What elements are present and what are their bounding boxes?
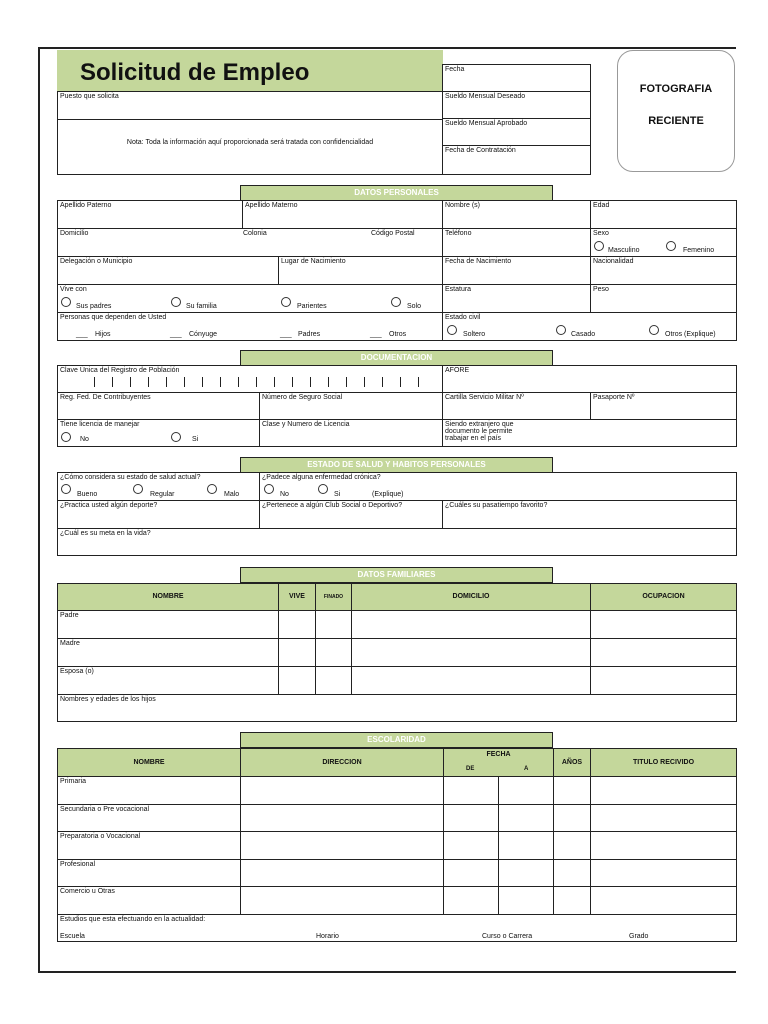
cronica-field [259, 472, 737, 501]
curp-tick [184, 377, 185, 387]
vive-con-field [57, 284, 443, 313]
curp-tick [112, 377, 113, 387]
profesional-label: Profesional [60, 861, 96, 868]
masculino-label: Masculino [608, 247, 640, 254]
primaria-label: Primaria [60, 778, 87, 785]
esc-comercio-nombre[interactable] [57, 886, 241, 915]
esc-preparatoria-nombre[interactable] [57, 831, 241, 860]
photo-label-2: RECIENTE [648, 115, 704, 127]
curp-tick [94, 377, 95, 387]
pasatiempo-field[interactable] [442, 500, 737, 529]
page-border-bottom [38, 971, 736, 973]
extranjero-label-2: documento le permite [445, 428, 513, 435]
deporte-field[interactable] [57, 500, 260, 529]
cartilla-label: Cartilla Servicio Militar Nº [445, 394, 524, 401]
hijos-label: Hijos [95, 331, 111, 338]
esc-preparatoria-anos[interactable] [553, 831, 591, 860]
nss-label: Número de Seguro Social [262, 394, 343, 401]
codigo-postal-label: Código Postal [371, 230, 415, 237]
radio-sus-padres[interactable] [61, 297, 71, 307]
esc-col-anos: AÑOS [553, 748, 591, 777]
rfc-label: Reg. Fed. De Contribuyentes [60, 394, 151, 401]
sus-padres-label: Sus padres [76, 303, 112, 310]
fam-esposa-nombre[interactable] [57, 666, 279, 695]
radio-parientes[interactable] [281, 297, 291, 307]
radio-cronica-si[interactable] [318, 484, 328, 494]
nota-box [57, 119, 443, 175]
esc-col-a: A [524, 766, 529, 772]
sueldo-aprobado-field[interactable] [442, 118, 591, 146]
radio-casado[interactable] [556, 325, 566, 335]
edad-field[interactable] [590, 200, 737, 229]
otros-dash: ___ [370, 331, 382, 338]
curp-tick [166, 377, 167, 387]
nacionalidad-field[interactable] [590, 256, 737, 285]
radio-solo[interactable] [391, 297, 401, 307]
peso-label: Peso [593, 286, 609, 293]
curp-tick [310, 377, 311, 387]
fecha-label: Fecha [445, 66, 465, 73]
licencia-label: Tiene licencia de manejar [60, 421, 140, 428]
esc-secundaria-de[interactable] [443, 804, 499, 832]
esc-comercio-a[interactable] [498, 886, 554, 915]
sueldo-deseado-field[interactable] [442, 91, 591, 119]
explique-label: (Explique) [372, 491, 404, 498]
escuela-label: Escuela [60, 933, 85, 940]
curso-label: Curso o Carrera [482, 933, 533, 940]
radio-bueno[interactable] [61, 484, 71, 494]
meta-question: ¿Cuál es su meta en la vida? [60, 530, 151, 537]
domicilio-label: Domicilio [60, 230, 89, 237]
hijos-dash: ___ [76, 331, 88, 338]
esc-col-nombre: NOMBRE [57, 748, 241, 777]
esc-profesional-nombre[interactable] [57, 859, 241, 887]
esc-primaria-direccion[interactable] [240, 776, 444, 805]
pasatiempo-question: ¿Cuáles su pasatiempo favorito? [445, 502, 548, 509]
page-border-left [38, 47, 40, 973]
fam-madre-ocupacion[interactable] [590, 638, 737, 667]
photo-box[interactable] [617, 50, 735, 172]
madre-label: Madre [60, 640, 80, 647]
esc-secundaria-nombre[interactable] [57, 804, 241, 832]
estado-civil-label: Estado civil [445, 314, 481, 321]
esc-secundaria-a[interactable] [498, 804, 554, 832]
estado-civil-field [442, 312, 737, 341]
esc-profesional-a[interactable] [498, 859, 554, 887]
fam-col-finado: FINADO [315, 583, 352, 611]
horario-label: Horario [316, 933, 339, 940]
dependientes-field [57, 312, 443, 341]
grado-label: Grado [629, 933, 649, 940]
estado-salud-field [57, 472, 260, 501]
esc-comercio-titulo[interactable] [590, 886, 737, 915]
fecha-contratacion-label: Fecha de Contratación [445, 147, 516, 154]
curp-field[interactable] [57, 365, 443, 393]
delegacion-label: Delegación o Municipio [60, 258, 133, 265]
esc-col-titulo: TITULO RECIVIDO [590, 748, 737, 777]
sueldo-deseado-label: Sueldo Mensual Deseado [445, 93, 526, 100]
radio-cronica-no[interactable] [264, 484, 274, 494]
fecha-contratacion-field[interactable] [442, 145, 591, 175]
su-familia-label: Su familia [186, 303, 217, 310]
estudios-actuales-label: Estudios que esta efectuando en la actualidad: [60, 916, 206, 923]
delegacion-field[interactable] [57, 256, 279, 285]
casado-label: Casado [571, 331, 596, 338]
page-title: Solicitud de Empleo [80, 59, 310, 86]
radio-femenino[interactable] [666, 241, 676, 251]
vive-con-label: Vive con [60, 286, 87, 293]
esc-secundaria-direccion[interactable] [240, 804, 444, 832]
fam-madre-domicilio[interactable] [351, 638, 591, 667]
fam-esposa-vive[interactable] [278, 666, 316, 695]
solo-label: Solo [407, 303, 422, 310]
fecha-field[interactable] [442, 64, 591, 92]
padres-label: Padres [298, 331, 321, 338]
esc-primaria-titulo[interactable] [590, 776, 737, 805]
padres-dash: ___ [280, 331, 292, 338]
fam-padre-finado[interactable] [315, 610, 352, 639]
section-documentacion: DOCUMENTACION [240, 350, 553, 366]
afore-field[interactable] [442, 365, 737, 393]
curp-tick [238, 377, 239, 387]
curp-tick [256, 377, 257, 387]
extranjero-label-3: trabajar en el país [445, 435, 502, 442]
esc-primaria-nombre[interactable] [57, 776, 241, 805]
puesto-field[interactable] [57, 91, 443, 120]
esc-preparatoria-direccion[interactable] [240, 831, 444, 860]
fam-col-vive: VIVE [278, 583, 316, 611]
curp-tick [202, 377, 203, 387]
section-datos-personales: DATOS PERSONALES [240, 185, 553, 201]
esc-primaria-a[interactable] [498, 776, 554, 805]
sexo-field [590, 228, 737, 257]
lugar-nacimiento-field[interactable] [278, 256, 443, 285]
deporte-question: ¿Practica usted algún deporte? [60, 502, 158, 509]
curp-label: Clave Única del Registro de Población [60, 367, 180, 374]
fam-esposa-ocupacion[interactable] [590, 666, 737, 695]
otros-explique-label: Otros (Explique) [665, 331, 716, 338]
licencia-no-label: No [80, 436, 89, 443]
fecha-nacimiento-label: Fecha de Nacimiento [445, 258, 512, 265]
meta-field[interactable] [57, 528, 737, 556]
pasaporte-field[interactable] [590, 392, 737, 420]
esc-comercio-direccion[interactable] [240, 886, 444, 915]
photo-label-1: FOTOGRAFIA [639, 83, 713, 95]
secundaria-label: Secundaria o Pre vocacional [60, 806, 150, 813]
curp-tick [130, 377, 131, 387]
esc-col-fecha-group [443, 748, 554, 777]
esc-primaria-de[interactable] [443, 776, 499, 805]
curp-tick [418, 377, 419, 387]
esc-profesional-de[interactable] [443, 859, 499, 887]
radio-soltero[interactable] [447, 325, 457, 335]
nombre-field[interactable] [442, 200, 591, 229]
nota-text: Nota: Toda la información aquí proporcionada será tratada con confidencialidad [126, 139, 374, 146]
curp-tick [346, 377, 347, 387]
nss-field[interactable] [259, 392, 443, 420]
apellido-paterno-field[interactable] [57, 200, 243, 229]
bueno-label: Bueno [77, 491, 98, 498]
cronica-si-label: Si [334, 491, 341, 498]
esc-profesional-direccion[interactable] [240, 859, 444, 887]
preparatoria-label: Preparatoria o Vocacional [60, 833, 141, 840]
esc-secundaria-anos[interactable] [553, 804, 591, 832]
nacionalidad-label: Nacionalidad [593, 258, 634, 265]
apellido-materno-field[interactable] [242, 200, 443, 229]
radio-licencia-no[interactable] [61, 432, 71, 442]
radio-otros-explique[interactable] [649, 325, 659, 335]
esc-comercio-anos[interactable] [553, 886, 591, 915]
otros-label: Otros [389, 331, 407, 338]
padre-label: Padre [60, 612, 79, 619]
clase-licencia-field[interactable] [259, 419, 443, 447]
lugar-nacimiento-label: Lugar de Nacimiento [281, 258, 346, 265]
curp-tick [274, 377, 275, 387]
hijos-label: Nombres y edades de los hijos [60, 696, 156, 703]
pasaporte-label: Pasaporte Nº [593, 394, 635, 401]
fam-col-nombre: NOMBRE [57, 583, 279, 611]
licencia-si-label: Si [192, 436, 199, 443]
cartilla-field[interactable] [442, 392, 591, 420]
esc-preparatoria-a[interactable] [498, 831, 554, 860]
fam-padre-ocupacion[interactable] [590, 610, 737, 639]
curp-tick [220, 377, 221, 387]
fam-madre-vive[interactable] [278, 638, 316, 667]
sueldo-aprobado-label: Sueldo Mensual Aprobado [445, 120, 528, 127]
esc-profesional-anos[interactable] [553, 859, 591, 887]
puesto-label: Puesto que solicita [60, 93, 119, 100]
fecha-nacimiento-field[interactable] [442, 256, 591, 285]
malo-label: Malo [224, 491, 240, 498]
extranjero-field[interactable] [442, 419, 737, 447]
rfc-field[interactable] [57, 392, 260, 420]
curp-tick [400, 377, 401, 387]
telefono-field[interactable] [442, 228, 591, 257]
domicilio-field[interactable] [57, 228, 443, 257]
esc-secundaria-titulo[interactable] [590, 804, 737, 832]
radio-su-familia[interactable] [171, 297, 181, 307]
dependientes-label: Personas que dependen de Usted [60, 314, 167, 321]
estudios-actuales-field[interactable] [57, 914, 737, 942]
extranjero-label-1: Siendo extranjero que [445, 421, 514, 428]
page-border-top [38, 47, 736, 49]
fam-esposa-domicilio[interactable] [351, 666, 591, 695]
conyuge-dash: ___ [170, 331, 182, 338]
esposa-label: Esposa (o) [60, 668, 94, 675]
apellido-materno-label: Apellido Materno [245, 202, 298, 209]
licencia-field [57, 419, 260, 447]
curp-tick [382, 377, 383, 387]
section-datos-familiares: DATOS FAMILIARES [240, 567, 553, 583]
fam-col-ocupacion: OCUPACION [590, 583, 737, 611]
cronica-no-label: No [280, 491, 289, 498]
section-estado-salud: ESTADO DE SALUD Y HABITOS PERSONALES [240, 457, 553, 473]
apellido-paterno-label: Apellido Paterno [60, 202, 112, 209]
fam-padre-vive[interactable] [278, 610, 316, 639]
club-question: ¿Pertenece a algún Club Social o Deportivo? [262, 502, 403, 509]
sexo-label: Sexo [593, 230, 609, 237]
estatura-field[interactable] [442, 284, 591, 313]
esc-profesional-titulo[interactable] [590, 859, 737, 887]
esc-col-direccion: DIRECCION [240, 748, 444, 777]
telefono-label: Teléfono [445, 230, 472, 237]
esc-col-de: DE [466, 766, 475, 772]
fam-madre-nombre[interactable] [57, 638, 279, 667]
esc-comercio-de[interactable] [443, 886, 499, 915]
section-escolaridad: ESCOLARIDAD [240, 732, 553, 748]
regular-label: Regular [150, 491, 175, 498]
curp-tick [364, 377, 365, 387]
clase-licencia-label: Clase y Numero de Licencia [262, 421, 350, 428]
comercio-label: Comercio u Otras [60, 888, 115, 895]
parientes-label: Parientes [297, 303, 327, 310]
curp-tick [148, 377, 149, 387]
esc-preparatoria-de[interactable] [443, 831, 499, 860]
radio-masculino[interactable] [594, 241, 604, 251]
fam-padre-nombre[interactable] [57, 610, 279, 639]
curp-tick [328, 377, 329, 387]
conyuge-label: Cónyuge [189, 331, 218, 338]
estado-salud-question: ¿Cómo considera su estado de salud actual? [60, 474, 201, 481]
peso-field[interactable] [590, 284, 737, 313]
edad-label: Edad [593, 202, 610, 209]
esc-col-fecha: FECHA [486, 751, 511, 758]
soltero-label: Soltero [463, 331, 486, 338]
radio-malo[interactable] [207, 484, 217, 494]
radio-regular[interactable] [133, 484, 143, 494]
nombre-label: Nombre (s) [445, 202, 481, 209]
radio-licencia-si[interactable] [171, 432, 181, 442]
colonia-label: Colonia [243, 230, 267, 237]
fam-esposa-finado[interactable] [315, 666, 352, 695]
fam-madre-finado[interactable] [315, 638, 352, 667]
club-field[interactable] [259, 500, 443, 529]
esc-preparatoria-titulo[interactable] [590, 831, 737, 860]
estatura-label: Estatura [445, 286, 472, 293]
fam-col-domicilio: DOMICILIO [351, 583, 591, 611]
cronica-question: ¿Padece alguna enfermedad crónica? [262, 474, 381, 481]
esc-primaria-anos[interactable] [553, 776, 591, 805]
femenino-label: Femenino [683, 247, 715, 254]
curp-tick [292, 377, 293, 387]
afore-label: AFORE [445, 367, 470, 374]
fam-hijos-field[interactable] [57, 694, 737, 722]
fam-padre-domicilio[interactable] [351, 610, 591, 639]
